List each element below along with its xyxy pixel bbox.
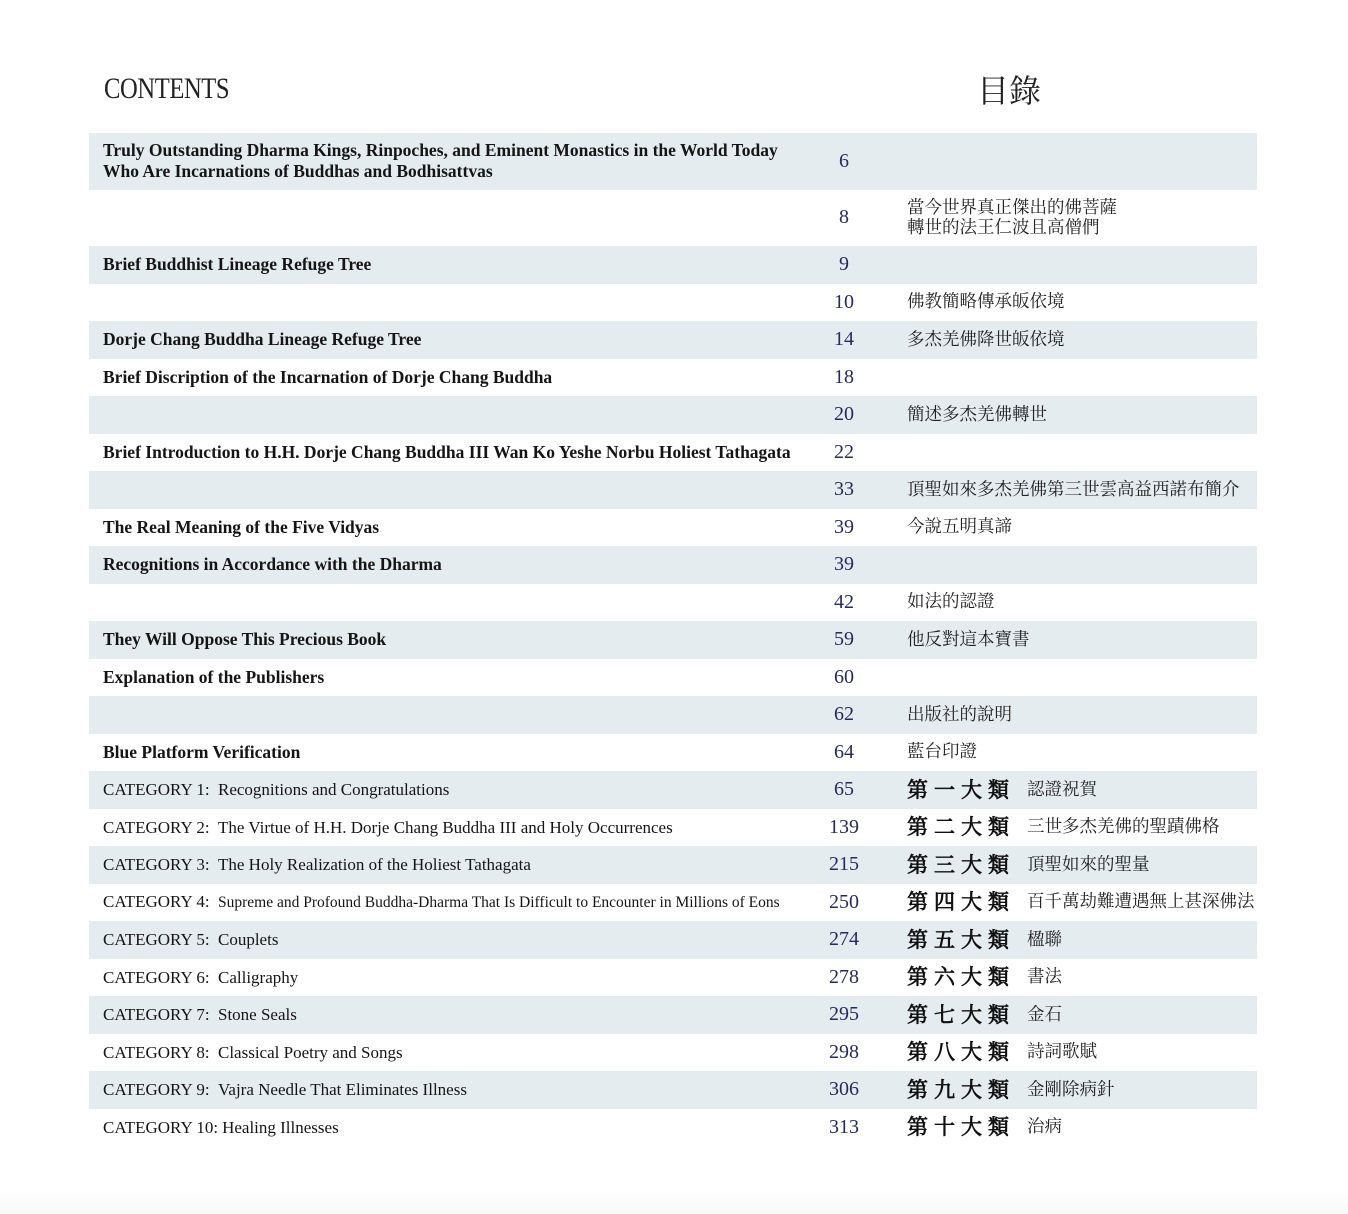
category-label: CATEGORY 6: [103, 967, 210, 987]
toc-category[interactable] [89, 1109, 1257, 1147]
toc-category[interactable] [89, 1034, 1257, 1072]
category-title-chinese-text: 金剛除病針 [1027, 1079, 1115, 1100]
toc-entry[interactable] [89, 696, 1257, 734]
page-number: 6 [839, 149, 849, 172]
category-title: Supreme and Profound Buddha-Dharma That Is Difficult to Encounter in Millions of Eons [218, 894, 780, 912]
entry-title-chinese: 今說五明真諦 [907, 517, 1012, 538]
entry-title-english: Brief Discription of the Incarnation of Dorje Chang Buddha [103, 366, 553, 387]
page-number: 313 [829, 1115, 859, 1138]
page-number: 250 [829, 890, 859, 913]
page-number: 39 [834, 515, 854, 538]
page-number: 215 [829, 853, 859, 876]
page-number: 60 [834, 665, 854, 688]
entry-title-chinese: 多杰羌佛降世皈依境 [907, 329, 1065, 350]
category-label: CATEGORY 10: [103, 1117, 219, 1137]
category-title: Healing Illnesses [222, 1117, 339, 1137]
category-title: Classical Poetry and Songs [218, 1042, 403, 1062]
category-title-english [103, 929, 803, 950]
table-of-contents [89, 133, 1257, 1146]
category-title-chinese-text: 百千萬劫難遭遇無上甚深佛法 [1027, 892, 1255, 913]
category-title-chinese [907, 964, 1062, 990]
category-label: CATEGORY 9: [103, 1080, 210, 1100]
page-number: 20 [834, 403, 854, 426]
category-title-chinese-text: 楹聯 [1027, 929, 1062, 950]
category-title-chinese [907, 851, 1150, 877]
category-label: CATEGORY 3: [103, 855, 210, 875]
category-title: The Holy Realization of the Holiest Tathagata [218, 855, 531, 875]
page-number: 295 [829, 1003, 859, 1026]
toc-entry[interactable] [89, 190, 1257, 247]
category-title-chinese-text: 頂聖如來的聖量 [1027, 854, 1150, 875]
toc-category[interactable] [89, 846, 1257, 884]
category-title: The Virtue of H.H. Dorje Chang Buddha III and Holy Occurrences [218, 817, 673, 837]
toc-entry[interactable] [89, 284, 1257, 322]
toc-category[interactable] [89, 921, 1257, 959]
category-title: Stone Seals [218, 1005, 297, 1025]
page-number: 10 [834, 290, 854, 313]
entry-title-chinese: 佛教簡略傳承皈依境 [907, 292, 1065, 313]
category-title-chinese-text: 認證祝賀 [1027, 779, 1097, 800]
toc-entry[interactable] [89, 396, 1257, 434]
category-title: Vajra Needle That Eliminates Illness [218, 1080, 467, 1100]
entry-title-chinese: 出版社的說明 [907, 704, 1012, 725]
category-title: Calligraphy [218, 967, 299, 987]
category-label: CATEGORY 5: [103, 930, 210, 950]
entry-title-line: Who Are Incarnations of Buddhas and Bodhisattvas [103, 161, 493, 182]
page-number: 306 [829, 1078, 859, 1101]
category-label: CATEGORY 1: [103, 780, 210, 800]
toc-entry[interactable] [89, 621, 1257, 659]
category-label: CATEGORY 4: [103, 892, 210, 912]
category-title-chinese-text: 書法 [1027, 967, 1062, 988]
entry-title-chinese: 藍台印證 [907, 742, 977, 763]
category-title-english [103, 891, 803, 913]
page-number: 42 [834, 590, 854, 613]
toc-category[interactable] [89, 884, 1257, 922]
category-label-chinese: 第二大類 [907, 814, 1015, 840]
category-title-english [103, 1042, 803, 1063]
toc-category[interactable] [89, 771, 1257, 809]
category-title: Couplets [218, 930, 279, 950]
entry-title-english: They Will Oppose This Precious Book [103, 629, 387, 650]
entry-title-english: Brief Buddhist Lineage Refuge Tree [103, 254, 372, 275]
category-label-chinese: 第一大類 [907, 776, 1015, 802]
contents-heading-chinese: 目錄 [977, 73, 1042, 109]
category-title-english [103, 779, 803, 800]
toc-category[interactable] [89, 996, 1257, 1034]
page-number: 139 [829, 815, 859, 838]
page-number: 59 [834, 628, 854, 651]
entry-title-english: Dorje Chang Buddha Lineage Refuge Tree [103, 329, 422, 350]
toc-category[interactable] [89, 1071, 1257, 1109]
category-title-chinese-text: 詩詞歌賦 [1027, 1042, 1097, 1063]
page-number: 33 [834, 478, 854, 501]
toc-category[interactable] [89, 959, 1257, 997]
entry-title-line: Truly Outstanding Dharma Kings, Rinpoches, and Eminent Monastics in the World Today [103, 140, 778, 161]
category-label-chinese: 第九大類 [907, 1076, 1015, 1102]
page-number: 8 [839, 206, 849, 229]
category-label-chinese: 第十大類 [907, 1114, 1015, 1140]
entry-title-chinese [907, 198, 1117, 238]
category-label: CATEGORY 2: [103, 817, 210, 837]
category-label: CATEGORY 8: [103, 1042, 210, 1062]
toc-entry[interactable] [89, 434, 1257, 472]
category-title: Recognitions and Congratulations [218, 780, 450, 800]
category-title-chinese-text: 治病 [1027, 1117, 1062, 1138]
toc-entry[interactable] [89, 471, 1257, 509]
toc-entry[interactable] [89, 321, 1257, 359]
entry-title-english: The Real Meaning of the Five Vidyas [103, 516, 380, 537]
category-title-chinese-text: 三世多杰羌佛的聖蹟佛格 [1027, 817, 1220, 838]
page-number: 278 [829, 965, 859, 988]
category-title-chinese [907, 1114, 1062, 1140]
entry-title-chinese: 頂聖如來多杰羌佛第三世雲高益西諾布簡介 [907, 479, 1240, 500]
category-title-english [103, 1079, 803, 1100]
entry-title-chinese: 簡述多杰羌佛轉世 [907, 404, 1047, 425]
page-number: 62 [834, 703, 854, 726]
category-label-chinese: 第八大類 [907, 1039, 1015, 1065]
entry-title-chinese: 他反對這本寶書 [907, 629, 1030, 650]
page-number: 39 [834, 553, 854, 576]
category-title-english [103, 1117, 803, 1138]
category-label-chinese: 第七大類 [907, 1001, 1015, 1027]
toc-entry[interactable] [89, 584, 1257, 622]
category-title-chinese [907, 889, 1255, 915]
page-number: 274 [829, 928, 859, 951]
contents-heading: CONTENTS [104, 72, 230, 105]
category-label-chinese: 第六大類 [907, 964, 1015, 990]
category-title-chinese [907, 814, 1220, 840]
category-label-chinese: 第三大類 [907, 851, 1015, 877]
entry-title-english: Explanation of the Publishers [103, 666, 325, 687]
category-title-english [103, 854, 803, 875]
toc-category[interactable] [89, 809, 1257, 847]
category-title-english [103, 817, 803, 838]
category-label-chinese: 第五大類 [907, 926, 1015, 952]
page-number: 298 [829, 1040, 859, 1063]
category-title-chinese [907, 1076, 1115, 1102]
page-number: 22 [834, 440, 854, 463]
toc-entry[interactable] [89, 509, 1257, 547]
page-bottom-edge [0, 1190, 1348, 1214]
page-number: 65 [834, 778, 854, 801]
category-label: CATEGORY 7: [103, 1005, 210, 1025]
page-number: 9 [839, 253, 849, 276]
entry-title-english: Brief Introduction to H.H. Dorje Chang Buddha III Wan Ko Yeshe Norbu Holiest Tathagata [103, 441, 791, 462]
entry-title-english: Recognitions in Accordance with the Dharma [103, 554, 442, 575]
category-title-chinese [907, 1039, 1097, 1065]
category-title-english [103, 1004, 803, 1025]
toc-entry[interactable] [89, 246, 1257, 284]
entry-title-line: 當今世界真正傑出的佛菩薩 [907, 197, 1117, 218]
toc-entry[interactable] [89, 734, 1257, 772]
page-number: 14 [834, 328, 854, 351]
entry-title-line: 轉世的法王仁波且高僧們 [907, 217, 1100, 238]
category-title-chinese-text: 金石 [1027, 1004, 1062, 1025]
entry-title-english: Blue Platform Verification [103, 741, 301, 762]
category-title-chinese [907, 926, 1062, 952]
page-number: 18 [834, 365, 854, 388]
entry-title-english [103, 140, 803, 182]
category-title-english [103, 967, 803, 988]
toc-entry[interactable] [89, 546, 1257, 584]
category-label-chinese: 第四大類 [907, 889, 1015, 915]
category-title-chinese [907, 1001, 1062, 1027]
category-title-chinese [907, 776, 1097, 802]
page-number: 64 [834, 740, 854, 763]
toc-entry[interactable] [89, 133, 1257, 190]
toc-entry[interactable] [89, 659, 1257, 697]
toc-entry[interactable] [89, 359, 1257, 397]
entry-title-chinese: 如法的認證 [907, 592, 995, 613]
